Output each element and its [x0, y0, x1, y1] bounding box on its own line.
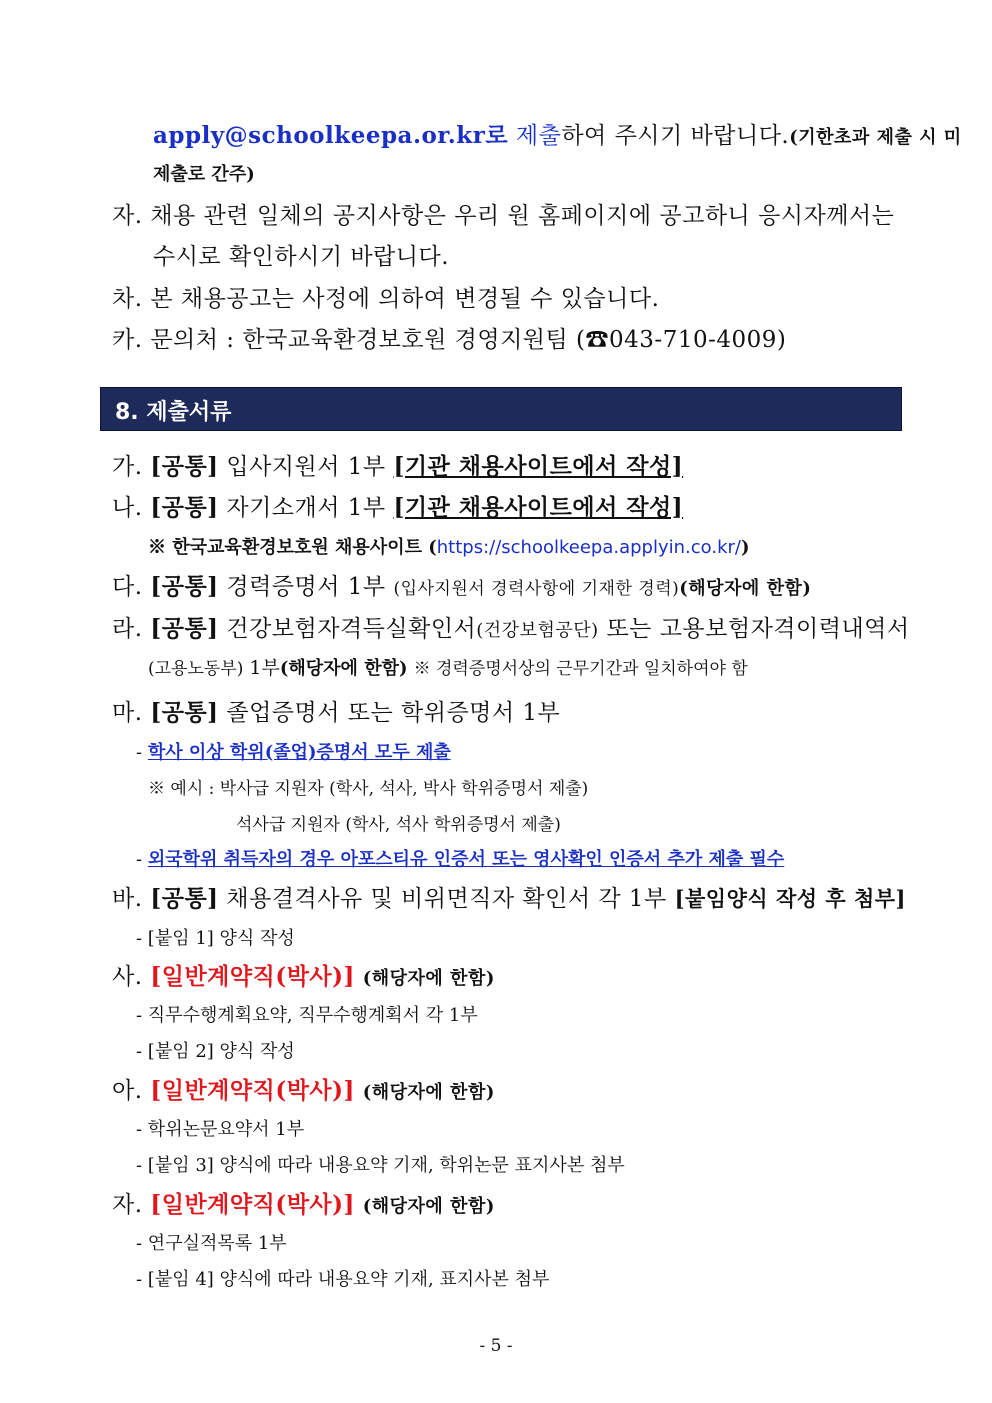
site-note-suffix: )	[740, 537, 750, 558]
doc-item-sa-sub2: - [붙임 2] 양식 작성	[136, 1041, 295, 1062]
site-note	[148, 533, 750, 559]
item-text: 경력증명서 1부	[226, 574, 386, 600]
item-ja-top	[112, 197, 894, 230]
sub-text: 외국학위 취득자의 경우 아포스티유 인증서 또는 영사확인 인증서 추가 제출 필수	[147, 849, 785, 870]
item-bracket: [기관 채용사이트에서 작성]	[393, 453, 684, 480]
item-marker: 아.	[112, 1078, 143, 1104]
site-note-prefix: ※ 한국교육환경보호원 채용사이트 (	[148, 537, 437, 558]
section-header	[100, 387, 902, 431]
item-text: 입사지원서 1부	[226, 454, 386, 480]
doc-item-ma-sub2	[136, 845, 784, 871]
doc-item-da	[112, 568, 811, 601]
item-tag: [공통]	[150, 615, 219, 642]
instruction-text: 하여 주시기 바랍니다.	[561, 123, 790, 149]
item-bold: (해당자에 한함)	[362, 968, 495, 989]
item-tag: [공통]	[150, 453, 219, 480]
item-bold: (해당자에 한함)	[362, 1196, 495, 1217]
item-marker: 나.	[112, 495, 143, 521]
doc-item-ja-sub2: - [붙임 4] 양식에 따라 내용요약 기재, 표지사본 첨부	[136, 1269, 550, 1290]
doc-item-sa	[112, 958, 495, 991]
doc-item-ja	[112, 1186, 495, 1219]
doc-item-ba-sub: - [붙임 1] 양식 작성	[136, 928, 295, 949]
item-tag: [일반계약직(박사)]	[150, 1191, 355, 1218]
item-text: 자기소개서 1부	[226, 495, 386, 521]
doc-item-ma-example2: 석사급 지원자 (학사, 석사 학위증명서 제출)	[236, 815, 561, 835]
item-tag: [공통]	[150, 885, 219, 912]
item-bracket: [붙임양식 작성 후 첨부]	[674, 886, 906, 911]
doc-item-sa-sub1: - 직무수행계획요약, 직무수행계획서 각 1부	[136, 1005, 478, 1026]
item-small: (건강보험공단)	[476, 620, 599, 641]
doc-item-ba	[112, 880, 906, 913]
item-small: (입사지원서 경력사항에 기재한 경력)	[393, 579, 680, 599]
item-tag: [일반계약직(박사)]	[150, 1077, 355, 1104]
doc-item-na	[112, 489, 683, 522]
submission-instruction	[153, 117, 962, 150]
item-tag: [공통]	[150, 573, 219, 600]
item-marker: 자.	[112, 203, 143, 229]
item-marker: 카.	[112, 327, 143, 353]
item-bold: (해당자에 한함)	[279, 658, 408, 679]
deadline-note-cont: 제출로 간주)	[153, 164, 255, 185]
doc-item-a-sub2: - [붙임 3] 양식에 따라 내용요약 기재, 학위논문 표지사본 첨부	[136, 1155, 625, 1176]
item-tag: [공통]	[150, 699, 219, 726]
site-url-link[interactable]: https://schoolkeepa.applyin.co.kr/	[436, 537, 741, 558]
item-marker: 자.	[112, 1192, 143, 1218]
item-bold: (해당자에 한함)	[362, 1082, 495, 1103]
doc-item-ra-cont	[148, 653, 748, 680]
email-link[interactable]: apply@schoolkeepa.or.kr로	[153, 122, 509, 149]
doc-item-ma-sub1	[136, 738, 451, 764]
item-note: ※ 경력증명서상의 근무기간과 일치하여야 함	[413, 659, 748, 679]
dash: -	[136, 849, 143, 870]
item-marker: 마.	[112, 700, 143, 726]
item-text: 본 채용공고는 사정에 의하여 변경될 수 있습니다.	[150, 286, 660, 312]
item-ja-cont: 수시로 확인하시기 바랍니다.	[153, 244, 450, 270]
item-marker: 다.	[112, 574, 143, 600]
doc-item-a	[112, 1072, 495, 1105]
item-marker: 라.	[112, 616, 143, 642]
item-marker: 사.	[112, 964, 143, 990]
item-text: 채용결격사유 및 비위면직자 확인서 각 1부	[226, 886, 667, 912]
item-tag: [일반계약직(박사)]	[150, 963, 355, 990]
phone-number: (☎043-710-4009)	[576, 327, 787, 353]
item-text: 1부	[249, 657, 280, 679]
item-bracket: [기관 채용사이트에서 작성]	[393, 494, 684, 521]
section-title: 8. 제출서류	[115, 400, 232, 425]
sub-text: 학사 이상 학위(졸업)증명서 모두 제출	[147, 742, 451, 763]
item-text: 졸업증명서 또는 학위증명서 1부	[226, 700, 561, 726]
doc-item-ma-example1: ※ 예시 : 박사급 지원자 (학사, 석사, 박사 학위증명서 제출)	[148, 779, 589, 799]
doc-item-ja-sub1: - 연구실적목록 1부	[136, 1233, 287, 1254]
item-cha	[112, 280, 659, 313]
item-text: 건강보험자격득실확인서	[226, 616, 477, 642]
doc-item-ma	[112, 694, 560, 727]
deadline-note: (기한초과 제출 시 미	[789, 127, 962, 148]
item-text2: 또는 고용보험자격이력내역서	[606, 616, 910, 642]
item-marker: 바.	[112, 886, 143, 912]
item-tag: [공통]	[150, 494, 219, 521]
item-text: 문의처 : 한국교육환경보호원 경영지원팀	[150, 327, 569, 353]
doc-item-ra	[112, 610, 910, 643]
item-bold: (해당자에 한함)	[679, 578, 812, 599]
item-marker: 차.	[112, 286, 143, 312]
item-marker: 가.	[112, 454, 143, 480]
dash: -	[136, 742, 143, 763]
item-ka	[112, 321, 786, 354]
page-number: - 5 -	[479, 1336, 513, 1356]
item-text: 채용 관련 일체의 공지사항은 우리 원 홈페이지에 공고하니 응시자께서는	[150, 203, 895, 229]
item-small: (고용노동부)	[148, 659, 244, 679]
doc-item-ga	[112, 448, 683, 481]
doc-item-a-sub1: - 학위논문요약서 1부	[136, 1119, 305, 1140]
submit-word: 제출	[515, 123, 562, 149]
